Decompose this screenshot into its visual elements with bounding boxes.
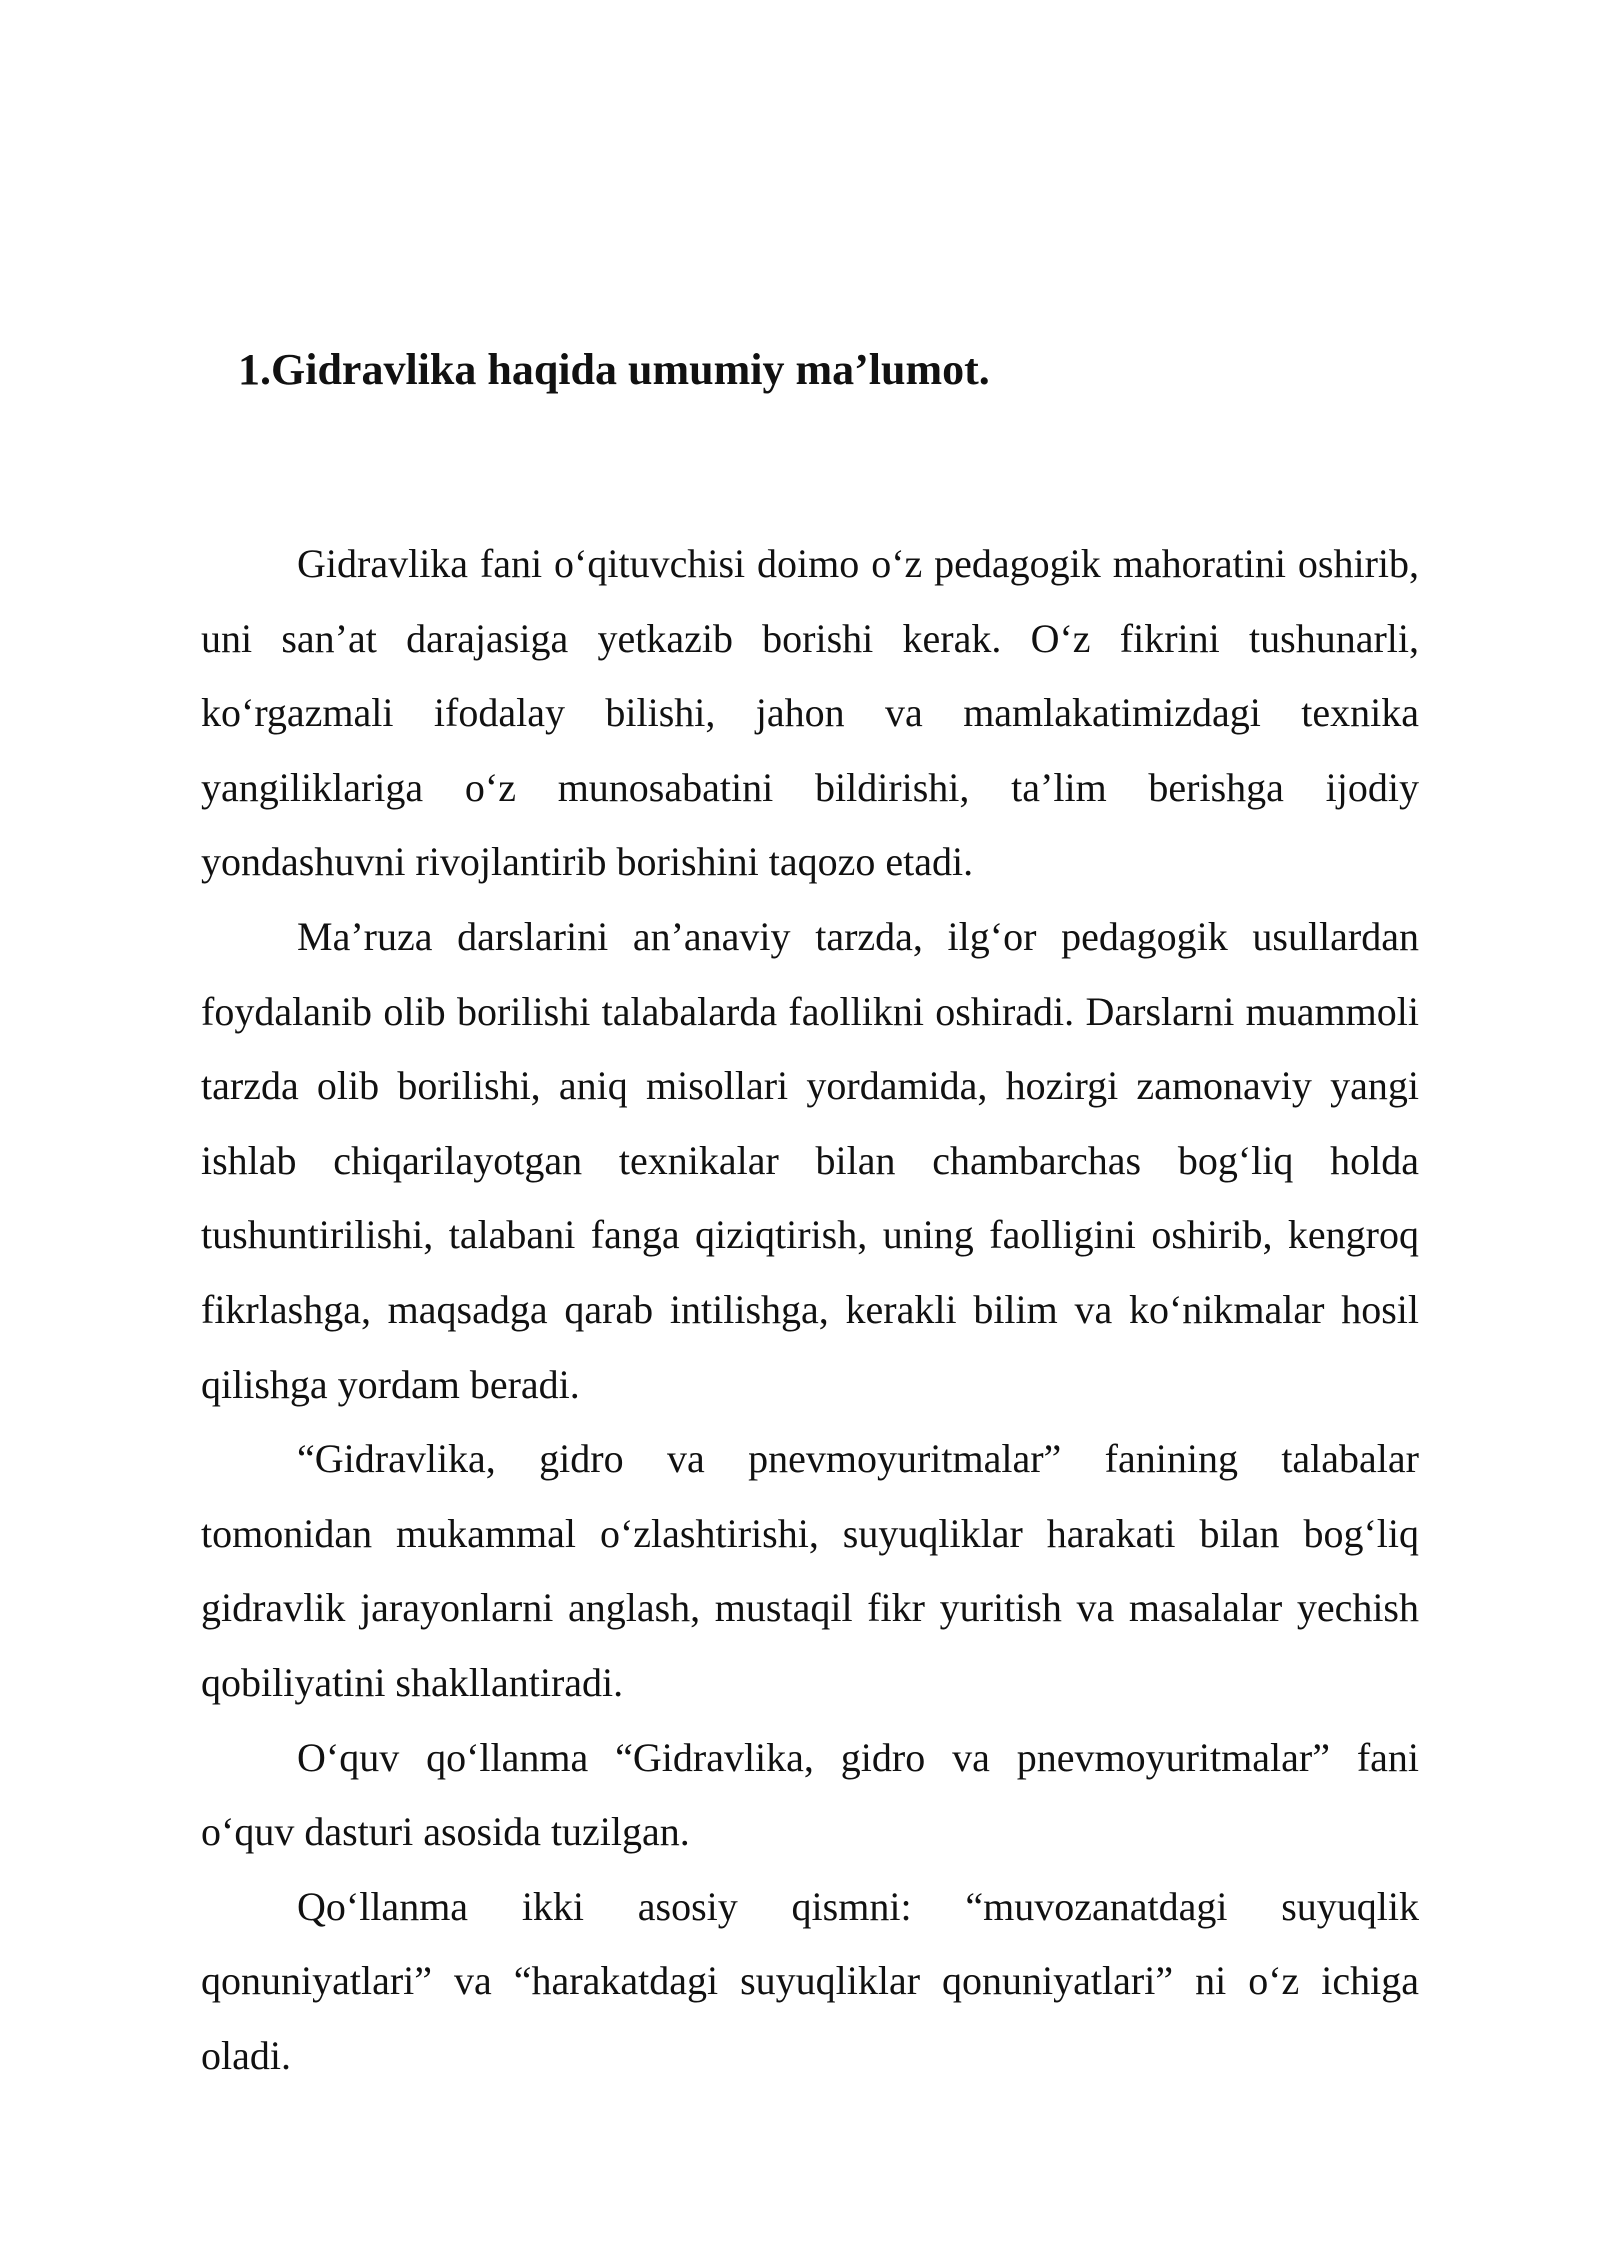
paragraph: O‘quv qo‘llanma “Gidravlika, gidro va pnevmoyuritmalar” fani o‘quv dasturi asosida tuzilgan. — [201, 1734, 1419, 1855]
paragraph: Gidravlika fani o‘qituvchisi doimo o‘z pedagogik mahoratini oshirib, uni san’at darajasiga yetkazib borishi kerak. O‘z fikrini tushunarli, ko‘rgazmali ifodalay bilishi, jahon va mamlakatimizdagi texnika yangiliklariga o‘z munosabatini bildirishi, ta’lim berishga ijodiy yondashuvni rivojlantirib borishini taqozo etadi. — [201, 541, 1419, 885]
body-text — [201, 527, 1419, 2093]
paragraph: Qo‘llanma ikki asosiy qismni: “muvozanatdagi suyuqlik qonuniyatlari” va “harakatdagi suyuqliklar qonuniyatlari” ni o‘z ichiga oladi. — [201, 1883, 1419, 2078]
paragraph: “Gidravlika, gidro va pnevmoyuritmalar” fanining talabalar tomonidan mukammal o‘zlashtirishi, suyuqliklar harakati bilan bog‘liq gidravlik jarayonlarni anglash, mustaqil fikr yuritish va masalalar yechish qobiliyatini shakllantiradi. — [201, 1436, 1419, 1705]
section-heading: 1.Gidravlika haqida umumiy ma’lumot. — [238, 345, 990, 394]
paragraph: Ma’ruza darslarini an’anaviy tarzda, ilg‘or pedagogik usullardan foydalanib olib borilishi talabalarda faollikni oshiradi. Darslarni muammoli tarzda olib borilishi, aniq misollari yordamida, hozirgi zamonaviy yangi ishlab chiqarilayotgan texnikalar bilan chambarchas bog‘liq holda tushuntirilishi, talabani fanga qiziqtirish, uning faolligini oshirib, kengroq fikrlashga, maqsadga qarab intilishga, kerakli bilim va ko‘nikmalar hosil qilishga yordam beradi. — [201, 913, 1419, 1407]
